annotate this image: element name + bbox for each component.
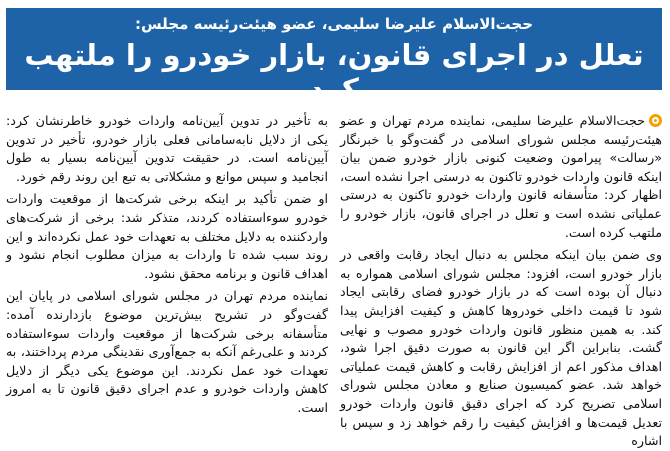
article-headline: تعلل در اجرای قانون، بازار خودرو را ملتهب کرد	[24, 38, 644, 106]
paragraph: به تأخیر در تدوین آیین‌نامه واردات خودرو خاطرنشان کرد: یکی از دلایل نابه‌سامانی فعلی بازار خودرو، تأخیر در تدوین آیین‌نامه است. در حقیقت تدوین آیین‌نامه بسیار به طول انجامید و سپس موانع و مشکلاتی به تبع این روند رقم خورد.	[6, 113, 328, 184]
paragraph: وی ضمن بیان اینکه مجلس به دنبال ایجاد رقابت واقعی در بازار خودرو است، افزود: مجلس شورای اسلامی همواره به دنبال آن بوده است که در بازار خودرو فضای رقابتی ایجاد شود تا قیمت داخلی خودروها کاهش و کیفیت افزایش پیدا کند. به همین منظور قانون واردات خودرو مصوب و نهایی گشت. بنابراین اگر این قانون به صورت دقیق اجرا شود، اهداف مذکور اعم از افزایش رقابت و کاهش قیمت عملیاتی خواهد شد. عضو کمیسیون صنایع و معادن مجلس شورای اسلامی تصریح کرد که اجرای دقیق قانون واردات خودرو تعدیل قیمت‌ها و افزایش کیفیت را رقم خواهد زد و سپس با اشاره	[340, 247, 662, 449]
column-left	[6, 112, 328, 428]
paragraph: او ضمن تأکید بر اینکه برخی شرکت‌ها از موقعیت واردات خودرو سوءاستفاده کردند، متذکر شد: برخی از شرکت‌های واردکننده به دلایل مختلف به تعهدات خود عمل نکرده‌اند و این روند سبب شده تا واردات به میزان مطلوب انجام نشود و اهداف قانون و برنامه محقق نشود.	[6, 191, 328, 281]
newspaper-logo-icon	[649, 114, 662, 127]
column-right	[340, 112, 662, 449]
paragraph: حجت‌الاسلام علیرضا سلیمی، نماینده مردم تهران و عضو هیئت‌رئیسه مجلس شورای اسلامی در گفت‌وگو با خبرنگار «رسالت» پیرامون وضعیت کنونی بازار خودرو ضمن بیان اینکه قانون واردات خودرو تاکنون به درستی اجرا نشده است، اظهار کرد: متأسفانه قانون واردات خودرو تاکنون به درستی عملیاتی نشده است و تعلل در اجرای قانون، بازار خودرو را ملتهب کرده است.	[340, 113, 662, 240]
article-kicker: حجت‌الاسلام علیرضا سلیمی، عضو هیئت‌رئیسه مجلس:	[134, 15, 534, 33]
article-body	[6, 112, 662, 449]
article-header	[6, 8, 662, 106]
paragraph: نماینده مردم تهران در مجلس شورای اسلامی در پایان این گفت‌وگو در تشریح بیش‌ترین موضوع بازدارنده آمده: متأسفانه برخی شرکت‌ها از موقعیت واردات سوءاستفاده کردند و علی‌رغم آنکه به جمع‌آوری نقدینگی مردم پرداختند، به تعهدات خود عمل نکردند. این موضوع یکی دیگر از دلایل کاهش واردات خودرو و عدم اجرای دقیق قانون تا به امروز است.	[6, 288, 328, 415]
